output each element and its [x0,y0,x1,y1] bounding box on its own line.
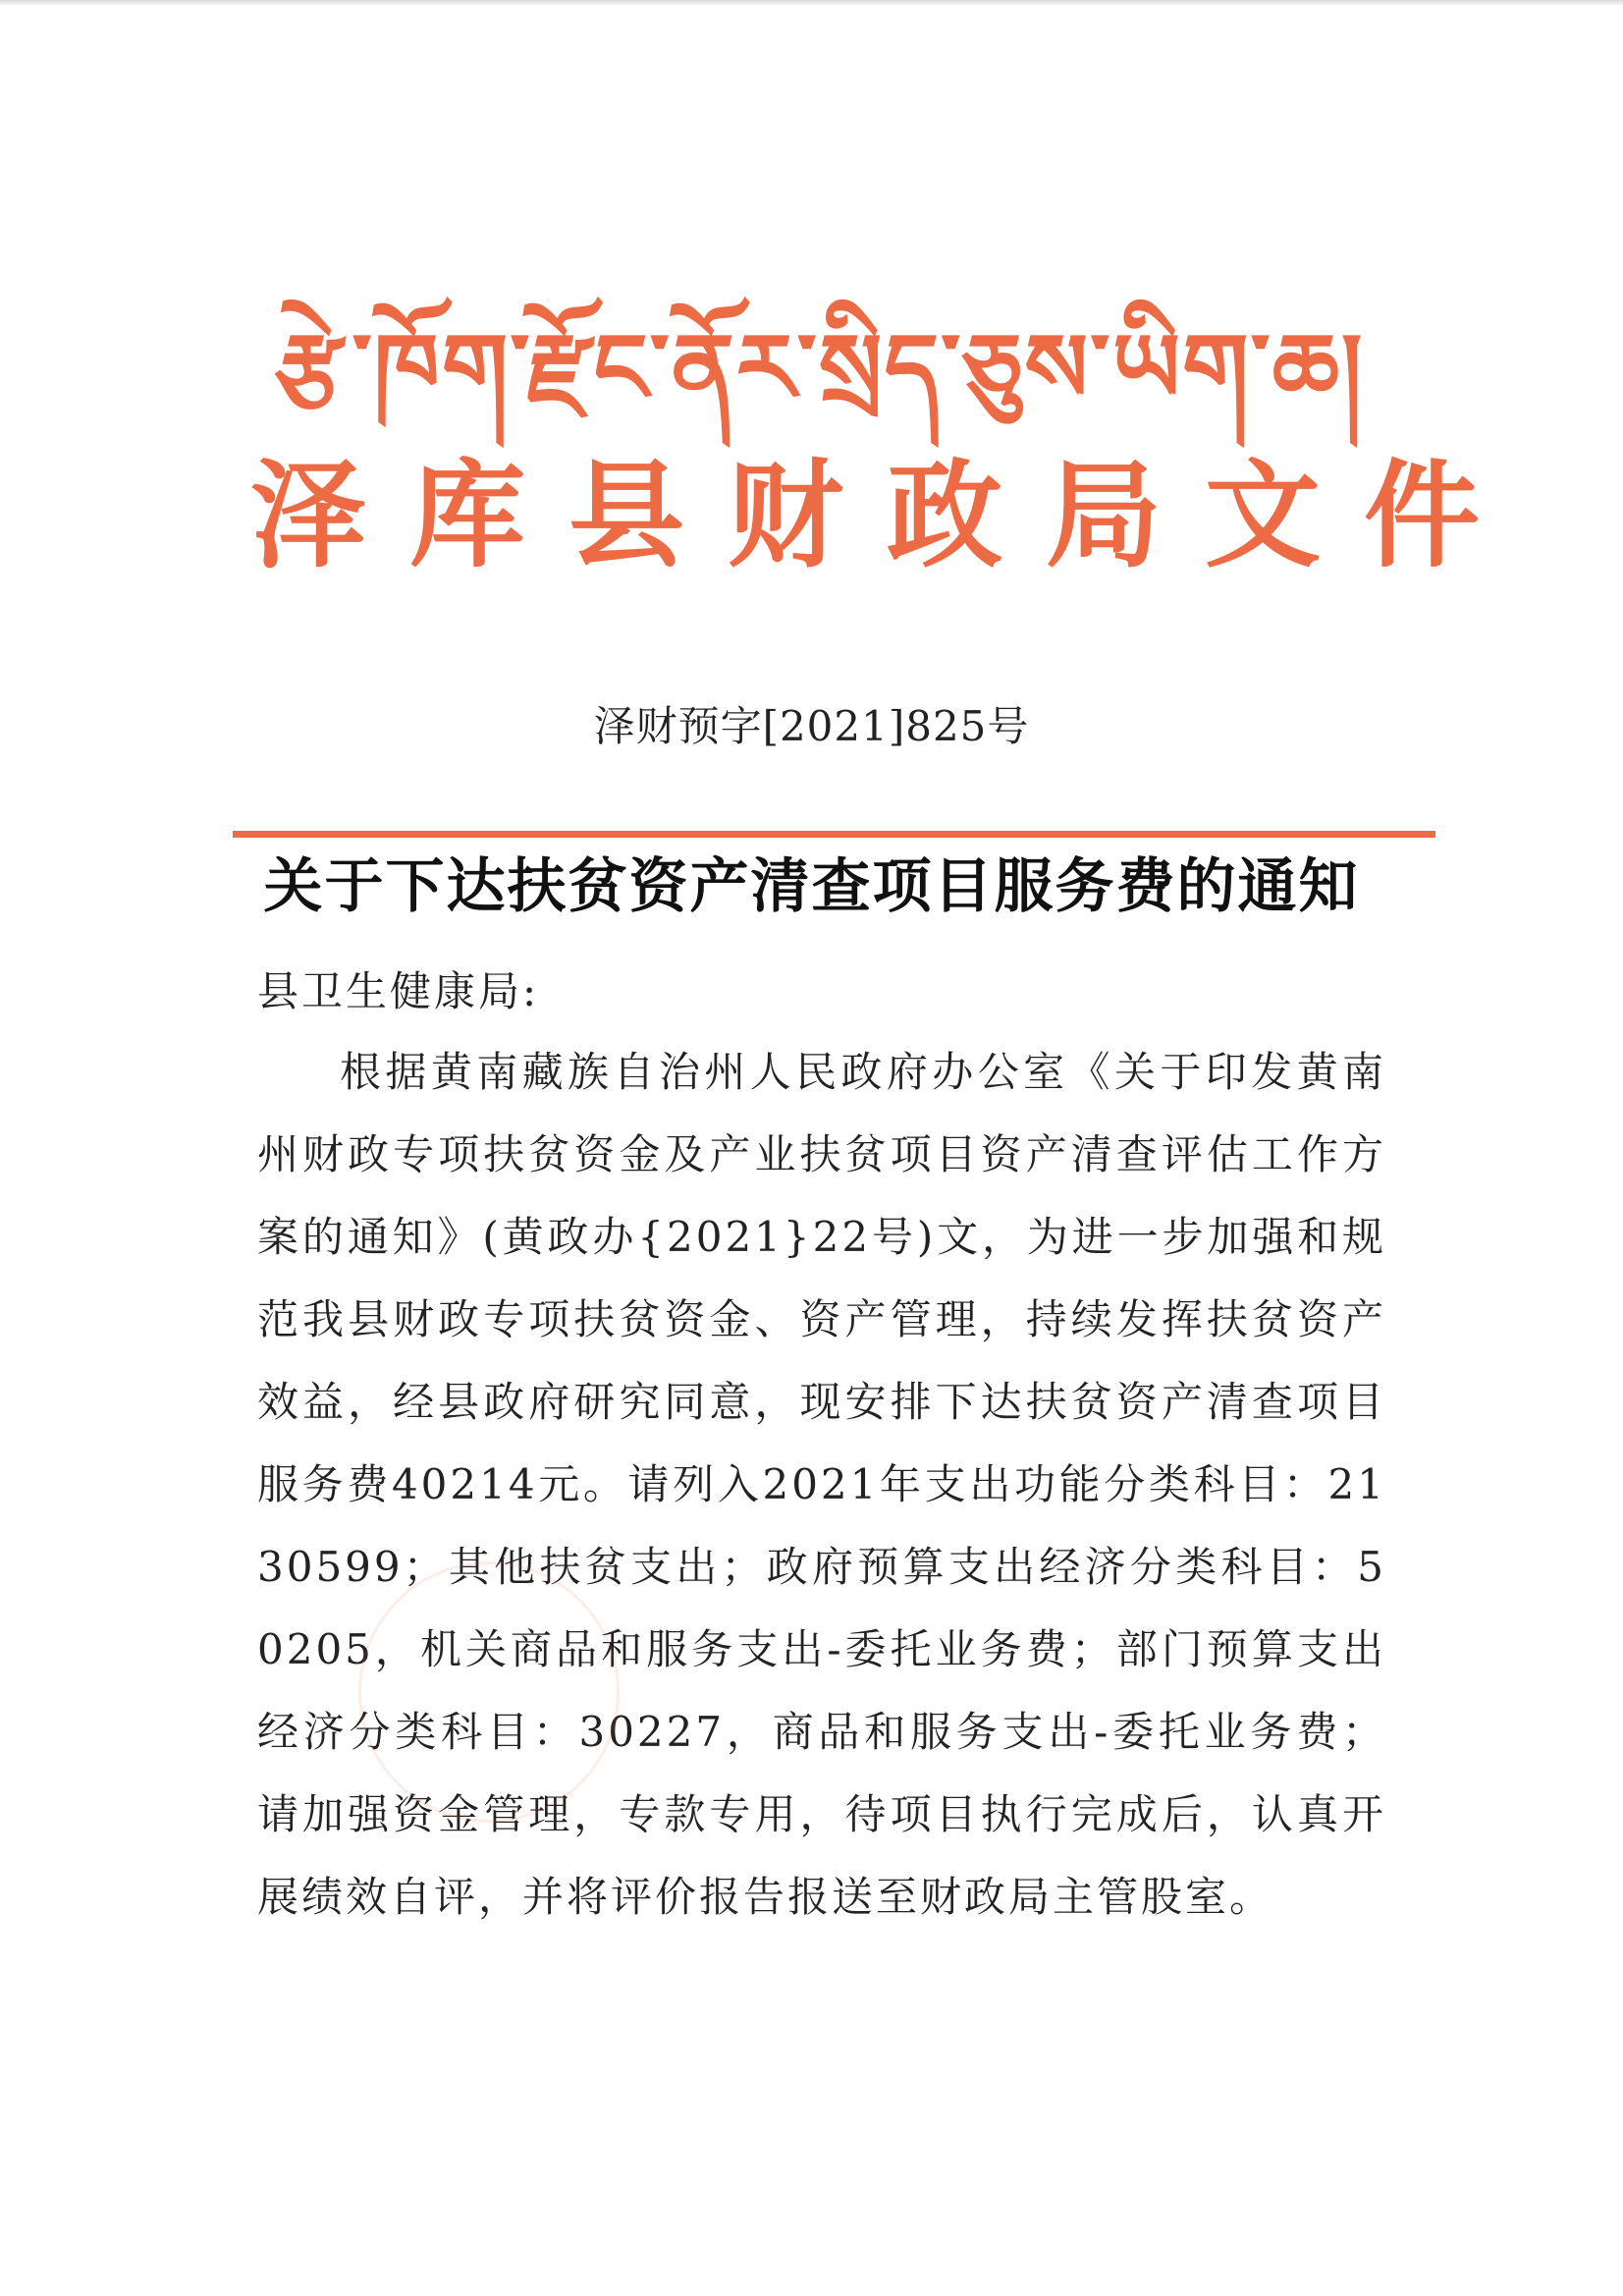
recipient: 县卫生健康局: [257,967,540,1015]
body-paragraph: 根据黄南藏族自治州人民政府办公室《关于印发黄南州财政专项扶贫资金及产业扶贫项目资产清查评估工作方案的通知》(黄政办{2021}22号)文，为进一步加强和规范我县财政专项扶贫资金、资产管理，持续发挥扶贫资产效益，经县政府研究同意，现安排下达扶贫资产清查项目服务费40214元。请列入2021年支出功能分类科目：2130599；其他扶贫支出；政府预算支出经济分类科目：50205，机关商品和服务支出-委托业务费；部门预算支出经济分类科目：30227，商品和服务支出-委托业务费；请加强资金管理，专款专用，待项目执行完成后，认真开展绩效自评，并将评价报告报送至财政局主管股室。 [257,1048,1386,1921]
letterhead-tibetan-title: རྩེ་ཁོག་རྫོང་ནོར་སྲིད་ཅུས་ཡིག་ཆ། [275,313,1365,423]
faint-seal-trace [358,1561,620,1823]
scan-edge [0,0,1623,6]
letterhead-chinese-title: 泽库县财政局文件 [250,448,1524,583]
notice-title: 关于下达扶贫资产清查项目服务费的通知 [263,852,1360,921]
document-number: 泽财预字[2021]825号 [593,702,1030,750]
letterhead-divider [233,831,1435,838]
